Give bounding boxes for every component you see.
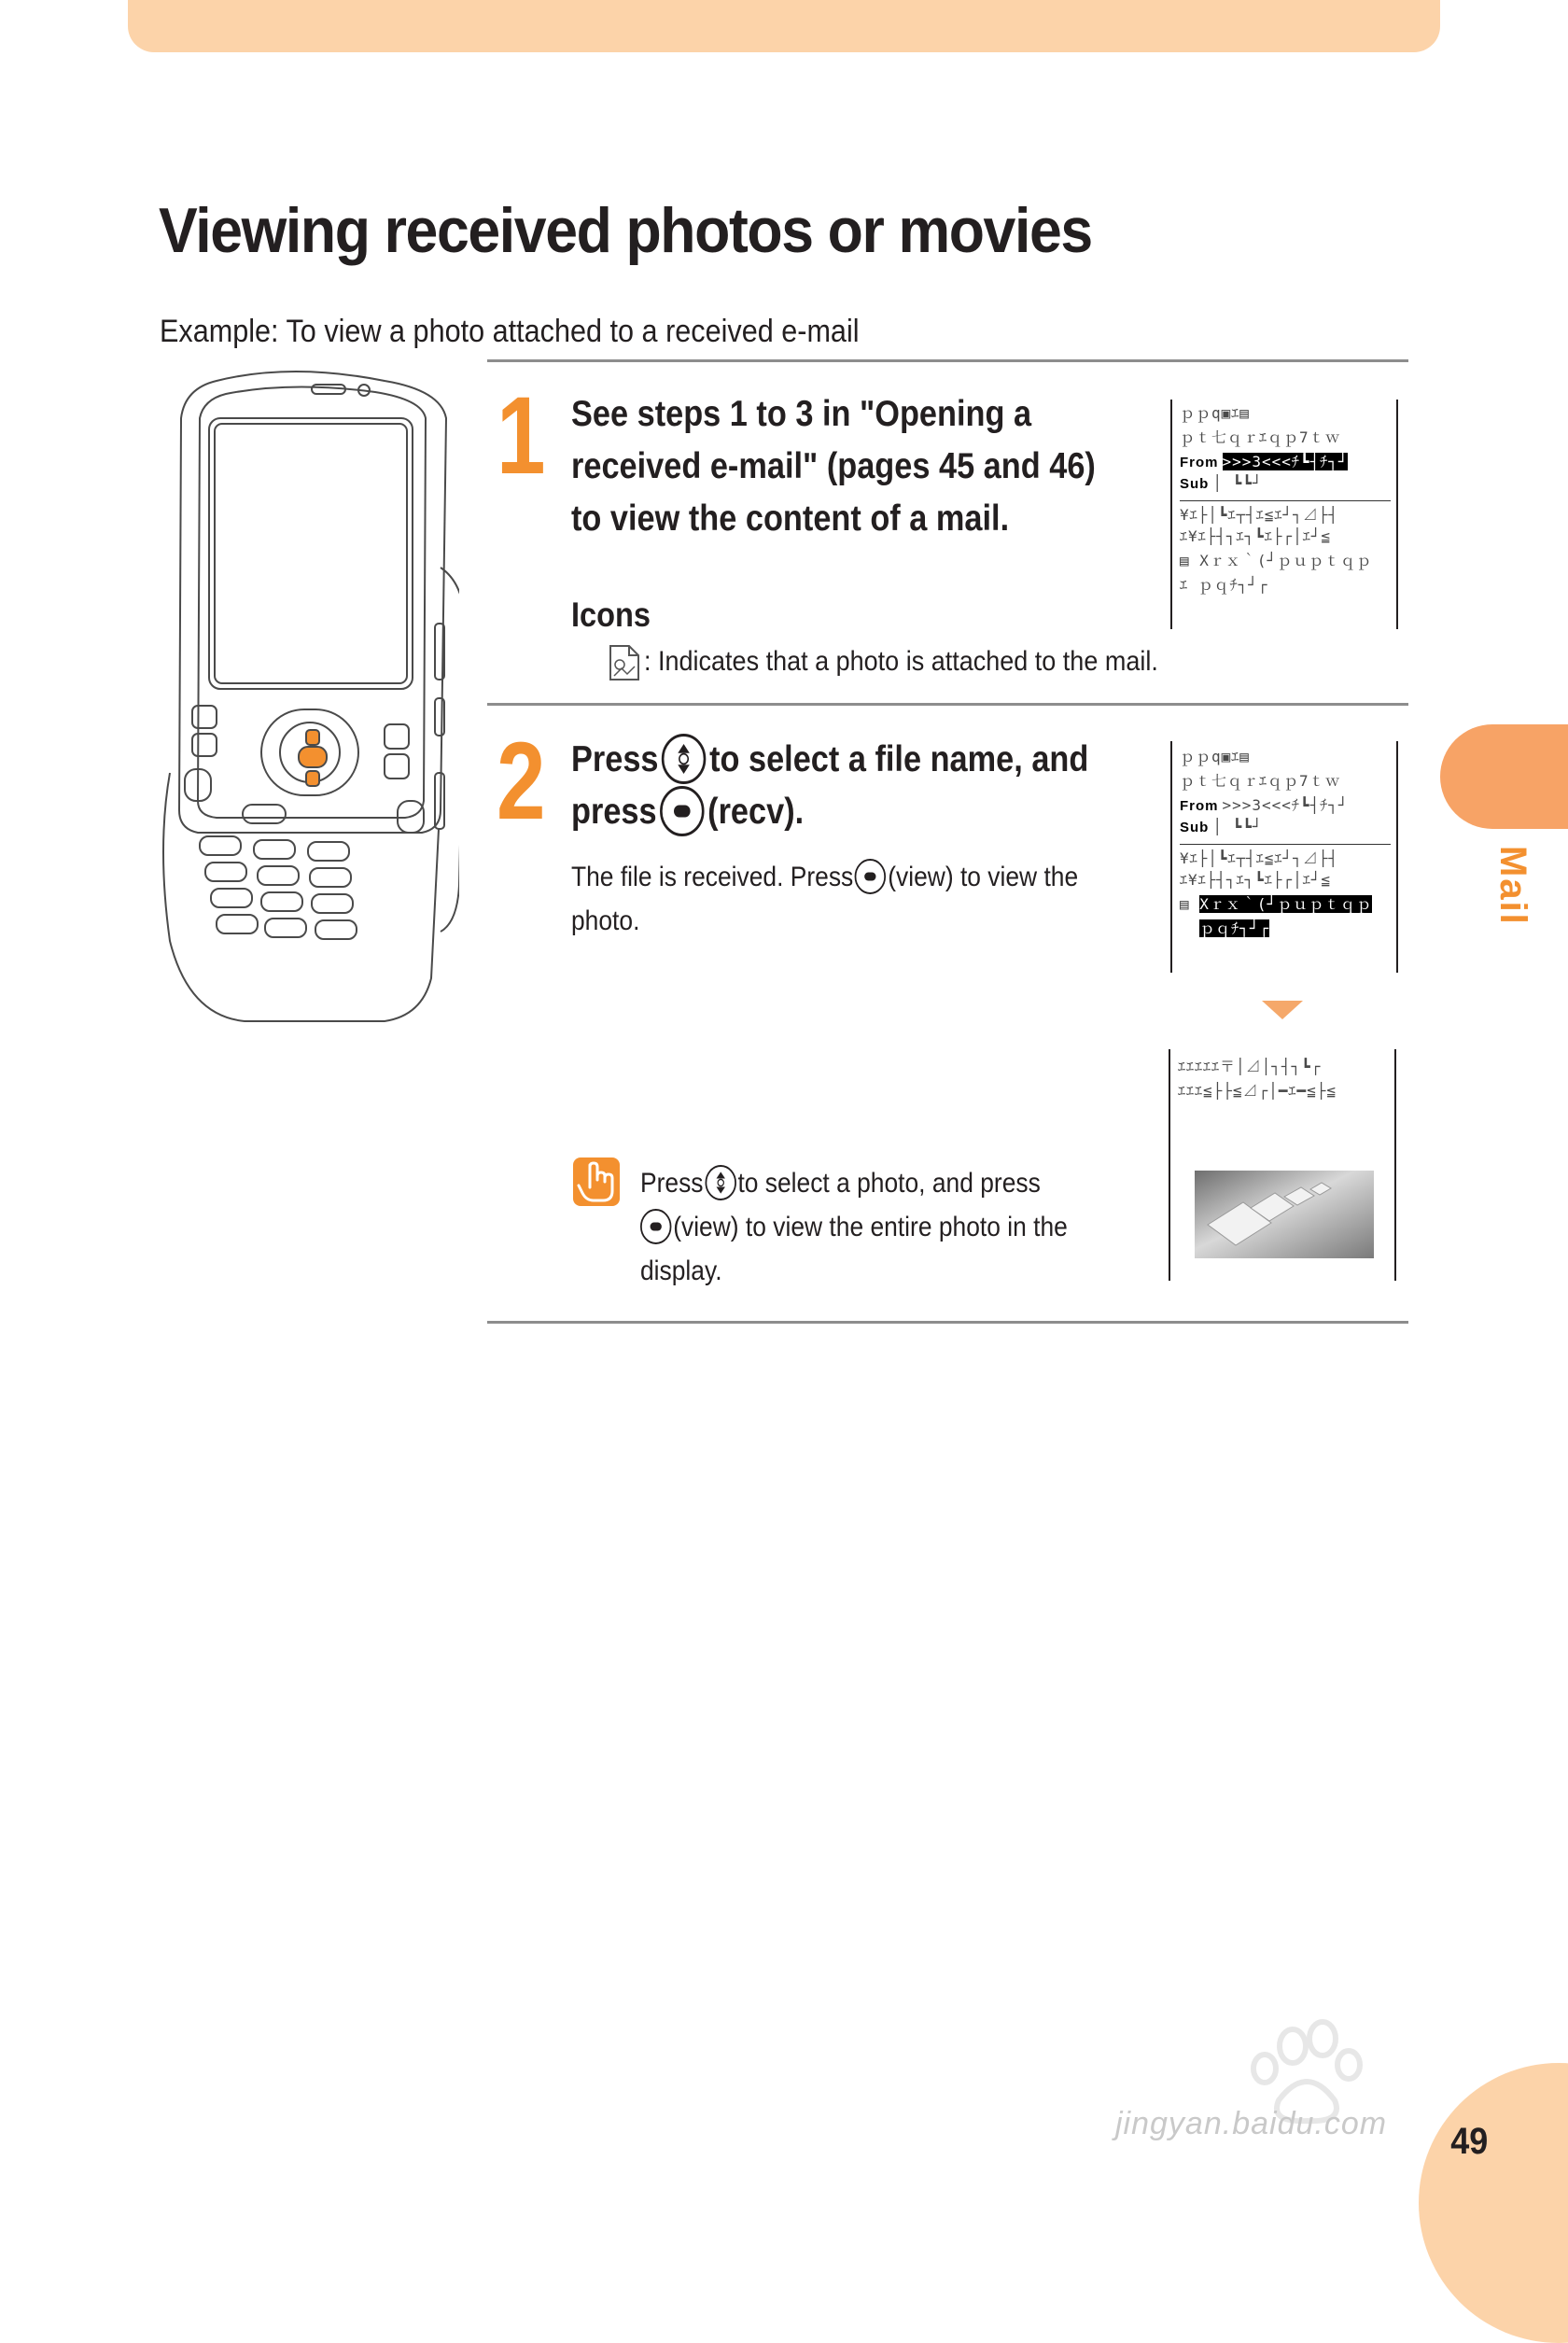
screen-row: ｴ¥ｴ├┤┐ｴ┐┗ｴ├┌│ｴ┘≦ <box>1180 871 1331 889</box>
screen-row: ｐｔ七ｑｒｴｑｐ7ｔｗ <box>1180 428 1341 446</box>
screen-row: ▤ Xｒｘ｀(┘ｐｕｐｔｑｐ <box>1180 895 1373 913</box>
header-band <box>128 0 1440 52</box>
sub-label: Sub <box>1180 476 1210 492</box>
example-caption: Example: To view a photo attached to a received e-mail <box>160 314 860 349</box>
center-key-icon <box>660 786 705 836</box>
icon-description: : Indicates that a photo is attached to the mail. <box>644 646 1158 677</box>
photo-attachment-icon <box>609 644 640 681</box>
screen-row: Sub │ ┗┗┘ <box>1180 474 1263 492</box>
screen-row: ¥ｴ├│┗ｴ┬┤ｴ≦ｴ┘┐⊿├┤ <box>1180 844 1391 868</box>
step-title-line <box>571 786 804 838</box>
step-title-line: to view the content of a mail. <box>571 498 1010 539</box>
from-label: From <box>1180 798 1219 814</box>
screen-row: ¥ｴ├│┗ｴ┬┤ｴ≦ｴ┘┐⊿├┤ <box>1180 500 1391 525</box>
watermark-text: jingyan.baidu.com <box>1115 2106 1388 2141</box>
hint-line: Press to select a photo, and press <box>640 1161 1041 1205</box>
step-title-line <box>571 734 1088 786</box>
step-body-line: photo. <box>571 905 640 936</box>
phone-illustration <box>161 362 459 1027</box>
chapter-label: Mail <box>1492 846 1533 926</box>
screen-row: From >>>3<<<ﾁ┗┤ﾁ┐┘ <box>1180 453 1349 470</box>
step-title-line: received e-mail" (pages 45 and 46) <box>571 446 1096 486</box>
mail-screen-1 <box>1170 400 1398 629</box>
screen-row: ｐｐq▣ｴ▤ <box>1180 404 1250 422</box>
center-key-icon <box>855 859 886 894</box>
mid-rule <box>487 703 1408 706</box>
screen-row: ｴｴｴｴｴ〒│⊿│┐┤┐┗┌ <box>1178 1058 1322 1075</box>
step-title-line: See steps 1 to 3 in "Opening a <box>571 394 1032 434</box>
screen-row: ｴ¥ｴ├┤┐ｴ┐┗ｴ├┌│ｴ┘≦ <box>1180 527 1331 545</box>
photo-thumbnail <box>1195 1171 1374 1258</box>
up-down-key-icon <box>662 734 707 784</box>
hint-hand-icon <box>571 1156 622 1208</box>
up-down-key-icon <box>705 1165 735 1200</box>
screen-row: ｐｑﾁ┐┘┌ <box>1199 919 1270 937</box>
step-title-text: to select a file name, and <box>709 739 1089 779</box>
icons-heading: Icons <box>571 596 651 634</box>
screen-row: ▤ Xｒｘ｀(┘ｐｕｐｔｑｐ <box>1180 552 1373 569</box>
sub-label: Sub <box>1180 820 1210 835</box>
down-arrow <box>1262 1001 1303 1019</box>
screen-row: ｐｔ七ｑｒｴｑｐ7ｔｗ <box>1180 772 1341 790</box>
chapter-tab <box>1440 724 1568 829</box>
step-number: 2 <box>497 720 546 843</box>
screen-row: From >>>3<<<ﾁ┗┤ﾁ┐┘ <box>1180 796 1349 814</box>
center-key-icon <box>640 1209 671 1244</box>
top-rule <box>487 359 1408 362</box>
step-title-text: (recv). <box>707 792 805 832</box>
screen-row: Sub │ ┗┗┘ <box>1180 818 1263 835</box>
page-number: 49 <box>1450 2121 1489 2162</box>
from-label: From <box>1180 455 1219 470</box>
hint-line: (view) to view the entire photo in the <box>640 1205 1068 1249</box>
step-body-line: The file is received. Press (view) to view the <box>571 855 1078 899</box>
press-text: press <box>571 792 657 832</box>
screen-row: ｴｴｴ≦├├≦⊿┌│━ｴ━≦├≦ <box>1178 1082 1337 1100</box>
page-title: Viewing received photos or movies <box>159 195 1092 266</box>
press-text: Press <box>571 739 659 779</box>
screen-row: ｴ ｐｑﾁ┐┘┌ <box>1180 576 1268 594</box>
screen-row: ｐｐq▣ｴ▤ <box>1180 748 1250 765</box>
mail-screen-2 <box>1170 741 1398 973</box>
bottom-rule <box>487 1321 1408 1324</box>
hint-line: display. <box>640 1256 722 1286</box>
step-number: 1 <box>497 374 546 498</box>
